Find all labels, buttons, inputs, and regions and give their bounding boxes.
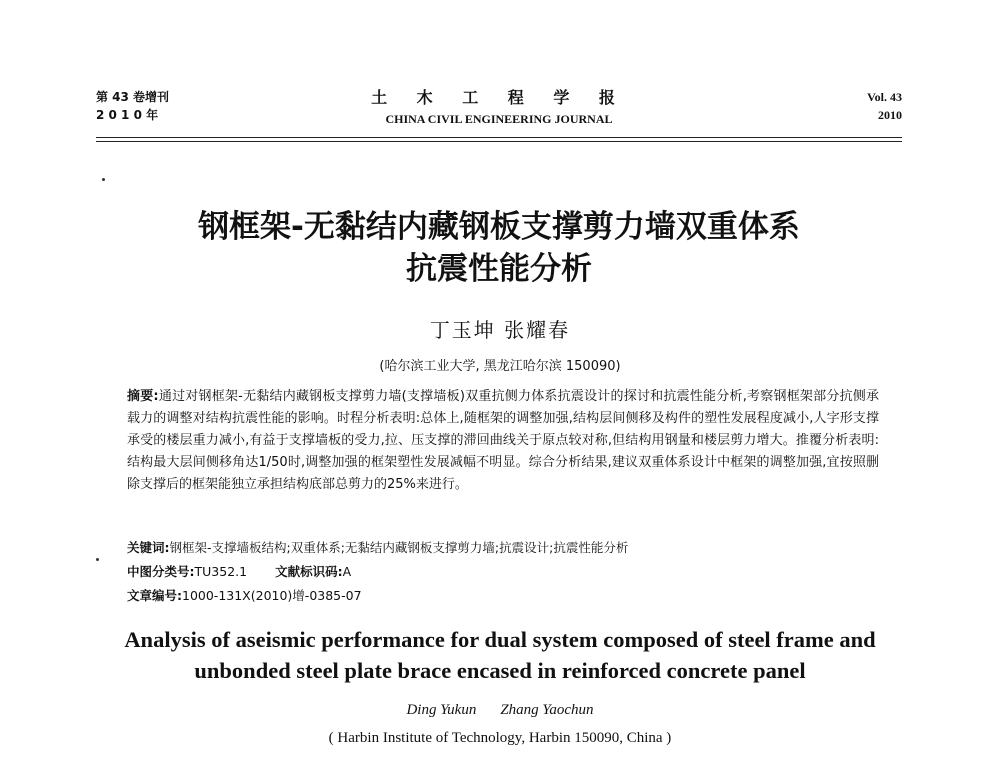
header-rule-top bbox=[96, 137, 902, 138]
article-number bbox=[127, 585, 879, 607]
authors-cn: 丁玉坤 张耀春 bbox=[429, 318, 571, 342]
keywords-label: 关键词: bbox=[127, 540, 170, 555]
author-en-1: Ding Yukun bbox=[406, 702, 477, 718]
title-cn bbox=[96, 206, 902, 290]
scan-speck bbox=[96, 558, 99, 561]
scan-speck bbox=[102, 178, 105, 181]
title-en-line2: unbonded steel plate brace encased in reinforced concrete panel bbox=[194, 658, 806, 683]
title-en-line1: Analysis of aseismic performance for dual system composed of steel frame and bbox=[124, 627, 876, 652]
volume-cn: 第 43 卷增刊 bbox=[96, 90, 170, 104]
keywords bbox=[127, 537, 879, 559]
affiliation-cn: (哈尔滨工业大学, 黑龙江哈尔滨 150090) bbox=[379, 359, 621, 374]
abstract-text: 通过对钢框架-无黏结内藏钢板支撑剪力墙(支撑墙板)双重抗侧力体系抗震设计的探讨和抗震性能分析,考察钢框架部分抗侧承载力的调整对结构抗震性能的影响。时程分析表明:总体上,随框架的调整加强,结构层间侧移及构件的塑性发展程度减小,人字形支撑承受的楼层重力减小,有益于支撑墙板的受力,拉、压支撑的滞回曲线关于原点较对称,但结构用钢量和楼层剪力增大。推覆分析表明:结构最大层间侧移角达1/50时,调整加强的框架塑性发展减幅不明显。综合分析结果,建议双重体系设计中框架的调整加强,宜按照删除支撑后的框架能独立承担结构底部总剪力的25%来进行。 bbox=[127, 389, 880, 492]
doc-code-value: A bbox=[342, 564, 352, 579]
clc-label: 中图分类号: bbox=[127, 564, 195, 579]
doc-code-label: 文献标识码: bbox=[275, 564, 343, 579]
header-right bbox=[867, 88, 902, 124]
abstract-label: 摘要: bbox=[127, 389, 159, 404]
title-cn-line2: 抗震性能分析 bbox=[406, 251, 592, 287]
classification bbox=[127, 561, 879, 583]
volume-en: Vol. 43 bbox=[867, 90, 902, 104]
title-cn-line1: 钢框架-无黏结内藏钢板支撑剪力墙双重体系 bbox=[198, 209, 800, 245]
abstract bbox=[127, 386, 879, 496]
keywords-text: 钢框架-支撑墙板结构;双重体系;无黏结内藏钢板支撑剪力墙;抗震设计;抗震性能分析 bbox=[169, 540, 629, 555]
authors-en bbox=[0, 702, 1000, 719]
journal-name-cn: 土 木 工 程 学 报 bbox=[371, 88, 627, 107]
journal-name-en: CHINA CIVIL ENGINEERING JOURNAL bbox=[385, 112, 613, 126]
clc-value: TU352.1 bbox=[194, 564, 248, 579]
article-number-label: 文章编号: bbox=[127, 588, 182, 603]
journal-header bbox=[96, 88, 902, 132]
header-center bbox=[96, 88, 902, 128]
affiliation-en: ( Harbin Institute of Technology, Harbin 150090, China ) bbox=[328, 730, 672, 746]
header-rule-bottom bbox=[96, 141, 902, 142]
author-en-2: Zhang Yaochun bbox=[500, 702, 594, 718]
article-number-value: 1000-131X(2010)增-0385-07 bbox=[182, 588, 362, 603]
title-en bbox=[60, 624, 940, 686]
year-en: 2010 bbox=[878, 108, 902, 122]
year-cn: 2 0 1 0 年 bbox=[96, 108, 159, 122]
